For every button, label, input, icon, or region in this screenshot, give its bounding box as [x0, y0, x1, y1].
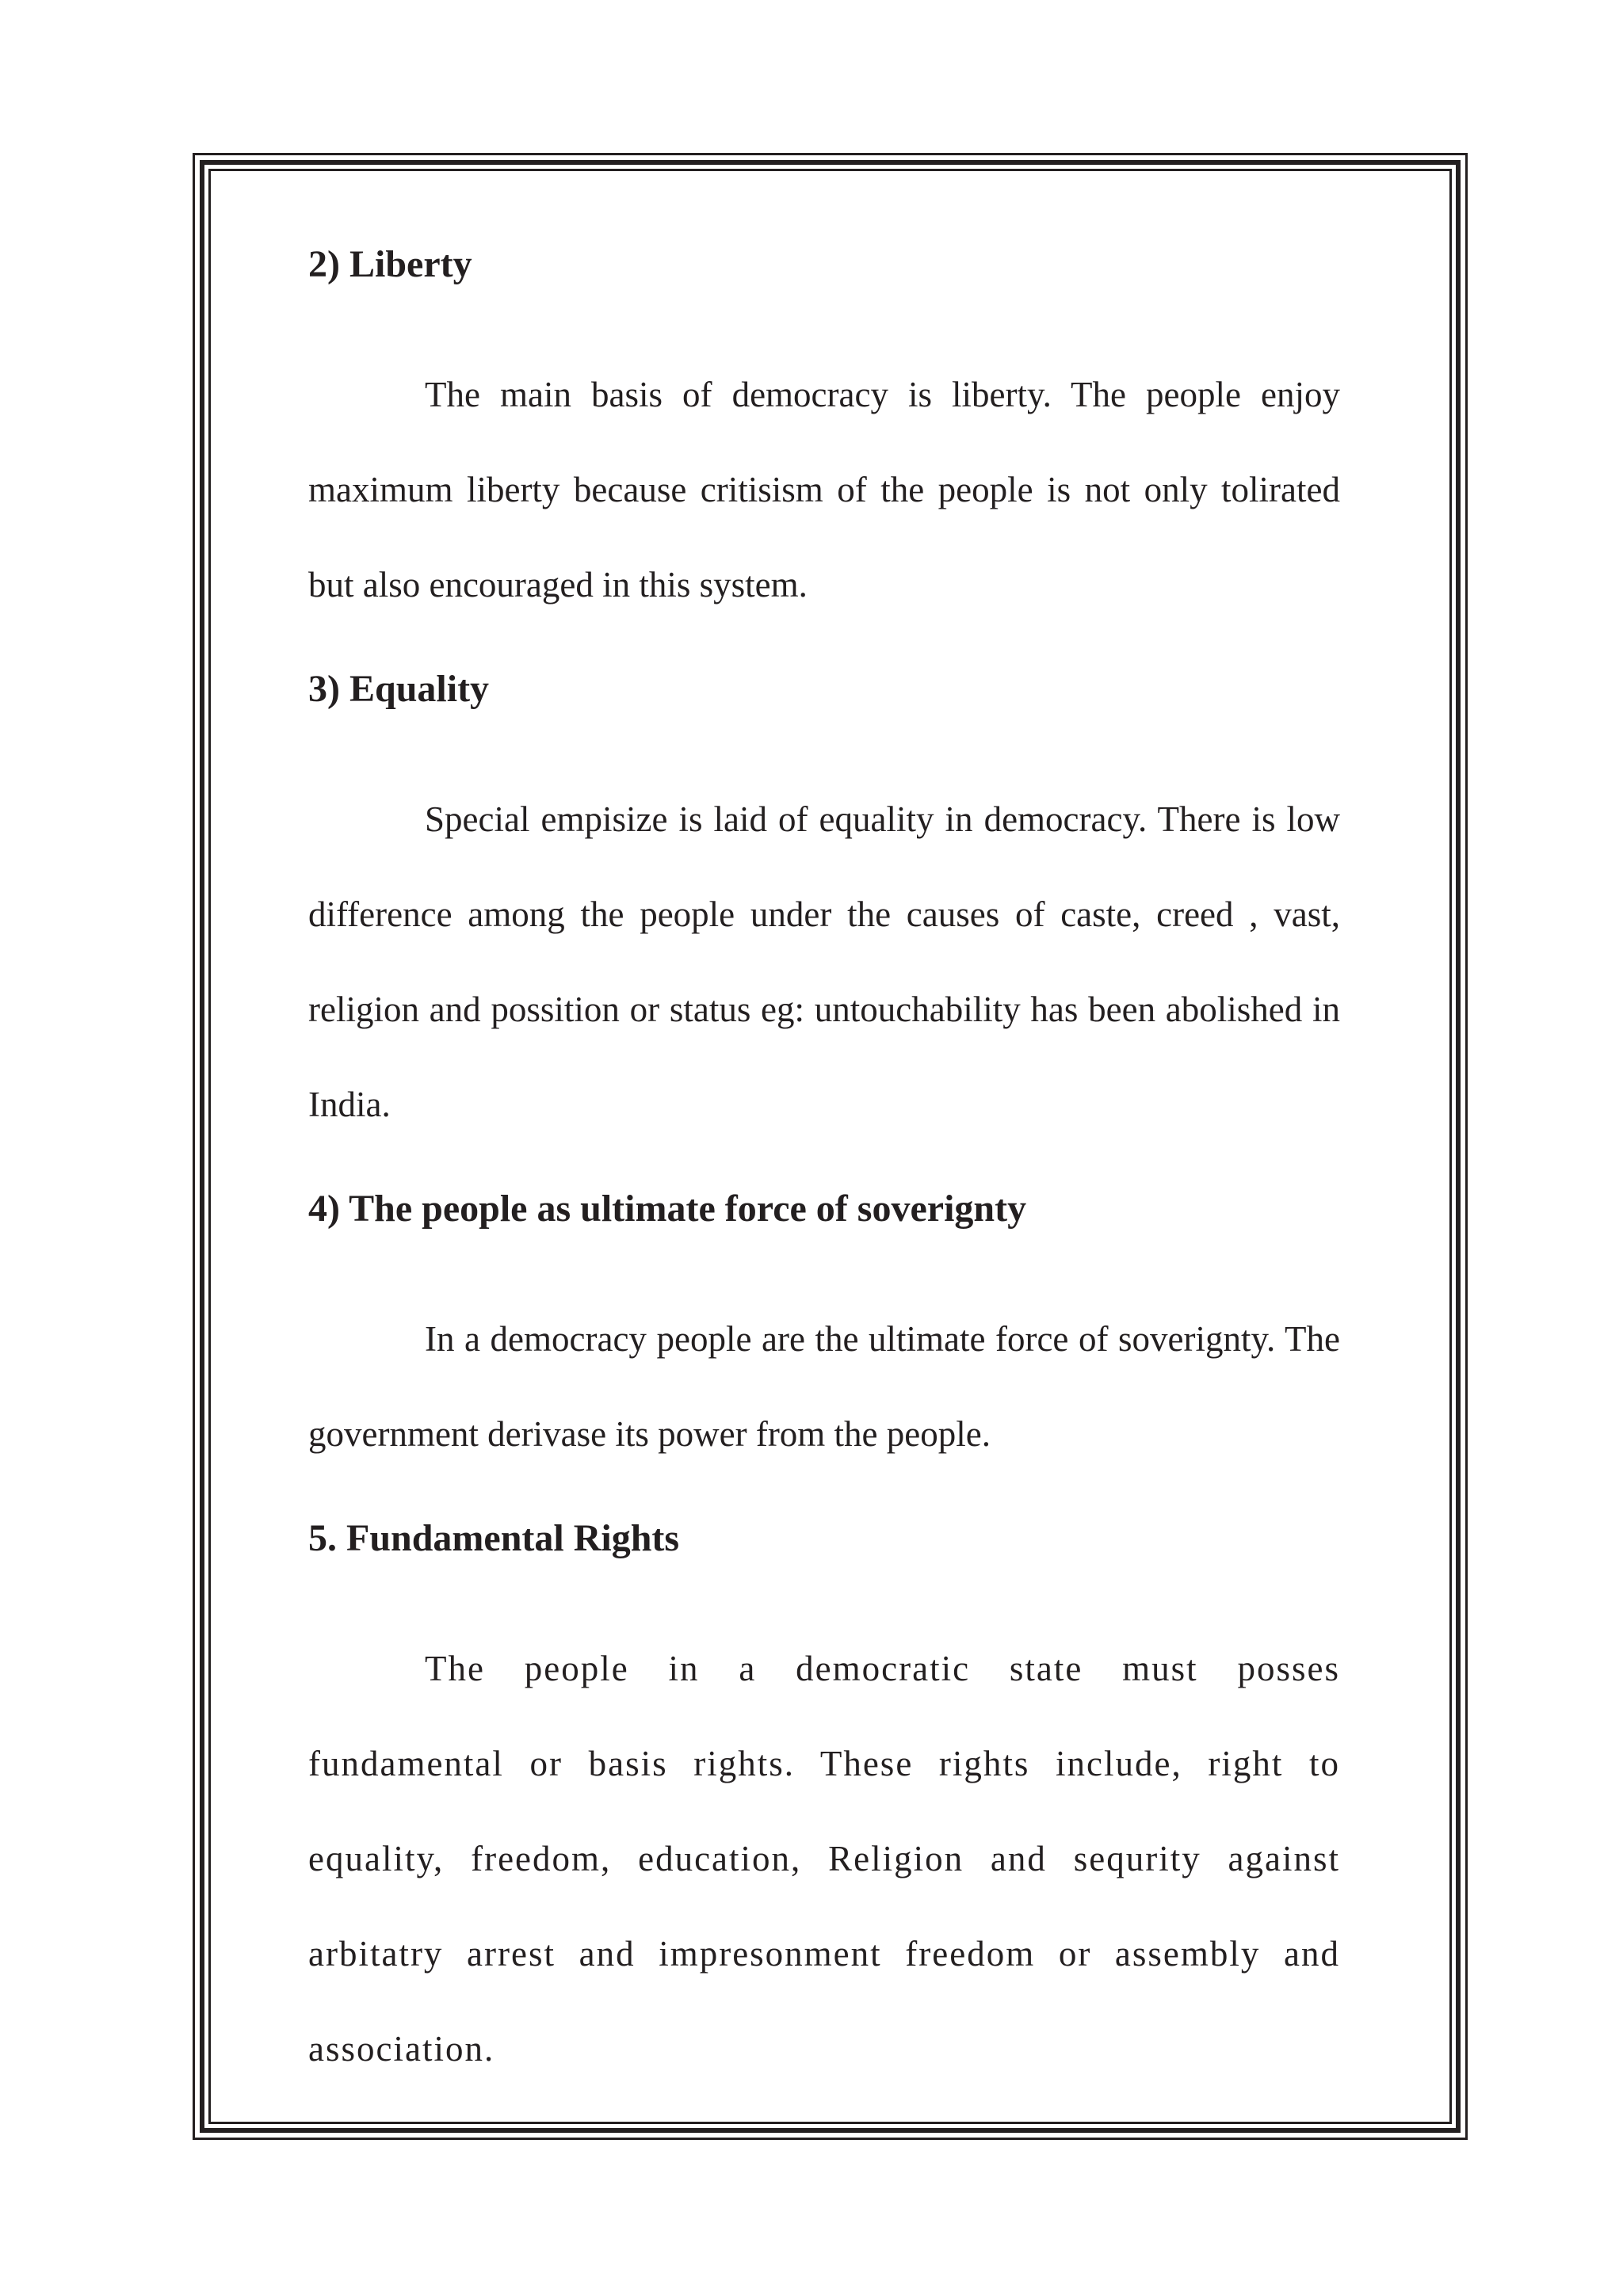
section-liberty [308, 230, 1340, 632]
section-heading: 3) Equality [308, 668, 490, 710]
section-heading: 4) The people as ultimate force of soverignty [308, 1188, 1027, 1230]
section-equality [308, 654, 1340, 1152]
section-body: The people in a democratic state must posses fundamental or basis rights. These rights include, right to equality, freedom, education, Religion and sequrity against arbitatry arrest and impresonment freedom or assembly and association. [308, 1649, 1340, 2069]
section-heading: 2) Liberty [308, 243, 472, 285]
section-heading: 5. Fundamental Rights [308, 1517, 680, 1559]
section-body: In a democracy people are the ultimate force of soverignty. The government derivase its power from the people. [308, 1319, 1340, 1454]
section-fundamental-rights [308, 1504, 1340, 2096]
section-soverignty [308, 1174, 1340, 1482]
section-body: Special empisize is laid of equality in democracy. There is low difference among the people under the causes of caste, creed , vast, religion and possition or status eg: untouchability has been abolished in India. [308, 799, 1340, 1124]
page-content [308, 230, 1340, 2119]
section-body: The main basis of democracy is liberty. The people enjoy maximum liberty because critisism of the people is not only tolirated but also encouraged in this system. [308, 375, 1340, 605]
